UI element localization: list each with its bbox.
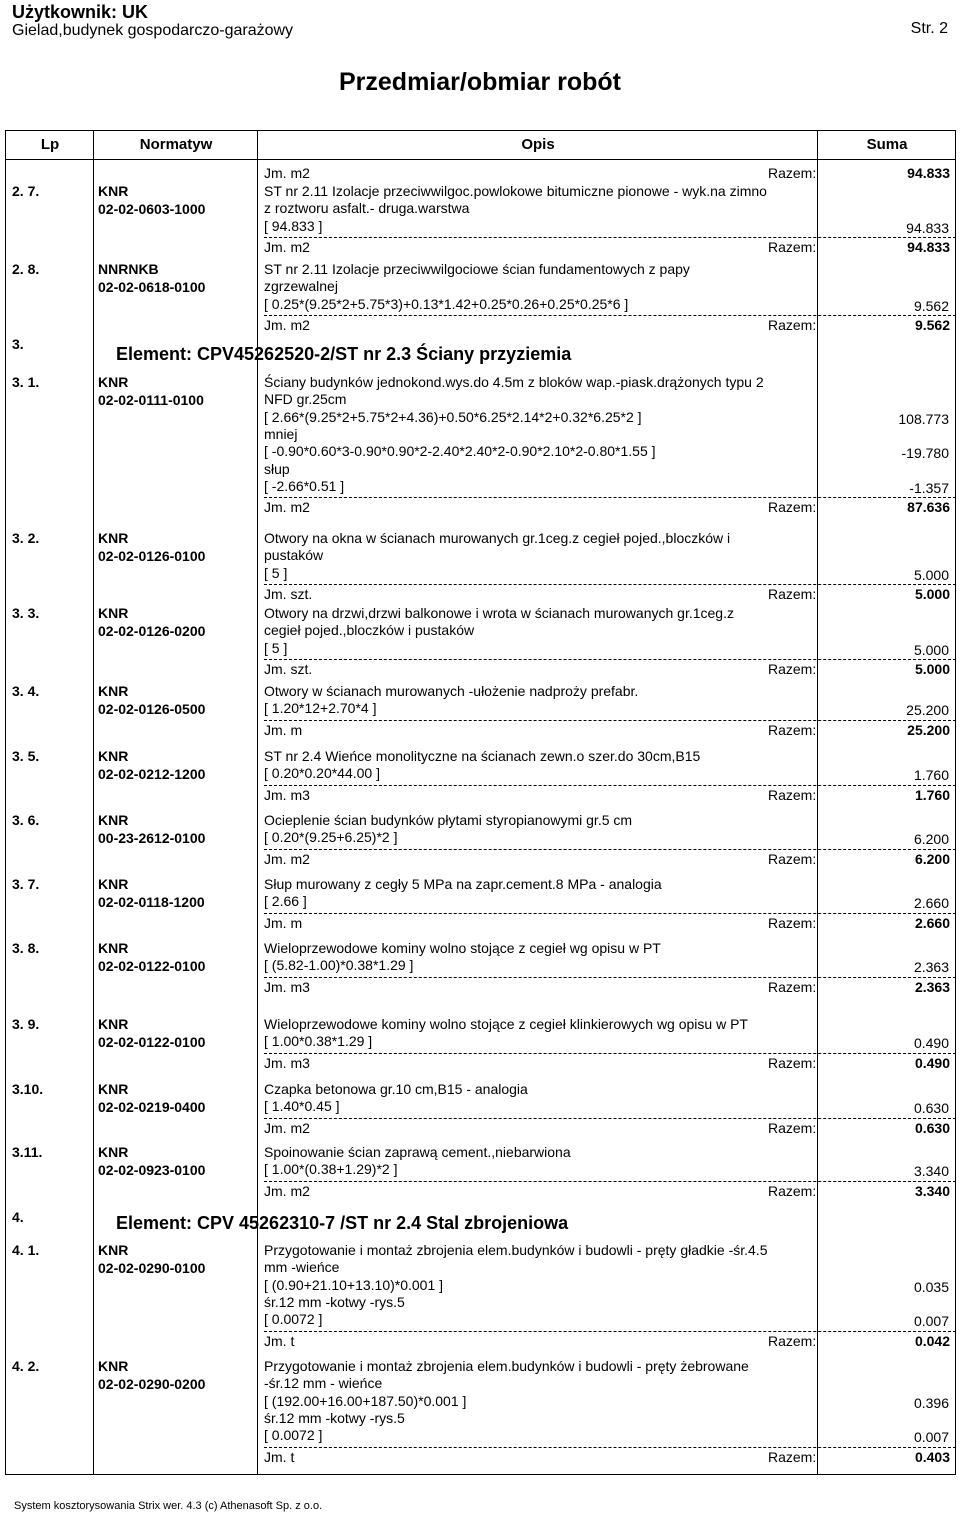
element-lp: 4. xyxy=(12,1209,24,1225)
item-sum: 0.042 xyxy=(914,1332,950,1349)
quantity-value: 1.760 xyxy=(913,767,949,784)
description-line: -śr.12 mm - wieńce xyxy=(264,1375,383,1392)
item-lp: 3.10. xyxy=(12,1081,44,1097)
razem-label: Razem: xyxy=(768,1182,817,1199)
item-sum: 9.562 xyxy=(914,316,950,333)
description-line: [ 2.66*(9.25*2+5.75*2+4.36)+0.50*6.25*2.14*2+0.32*6.25*2 ] xyxy=(264,408,642,425)
description-line: zgrzewalnej xyxy=(264,278,338,295)
user-label: Użytkownik: UK xyxy=(12,2,149,22)
razem-label: Razem: xyxy=(768,1332,817,1349)
razem-label: Razem: xyxy=(768,165,817,181)
item-lp: 3. 1. xyxy=(12,374,40,390)
item-sum: 3.340 xyxy=(914,1182,950,1199)
quantity-value: 94.833 xyxy=(906,219,949,236)
normatyw-source: KNR xyxy=(98,876,129,892)
element-heading: Element: CPV45262520-2/ST nr 2.3 Ściany przyziemia xyxy=(116,344,572,364)
razem-label: Razem: xyxy=(768,1119,817,1136)
description-line: [ 94.833 ] xyxy=(264,217,323,234)
unit-label: Jm. m2 xyxy=(264,165,310,181)
unit-label: Jm. m2 xyxy=(264,238,310,255)
normatyw-source: KNR xyxy=(98,1144,129,1160)
item-sum: 2.363 xyxy=(914,978,950,995)
quantity-value: 0.490 xyxy=(913,1035,949,1052)
quantity-value: 0.396 xyxy=(913,1394,949,1411)
normatyw-source: KNR xyxy=(98,183,129,199)
razem-label: Razem: xyxy=(768,238,817,255)
normatyw-code: 02-02-0219-0400 xyxy=(98,1099,206,1115)
description-line: Wieloprzewodowe kominy wolno stojące z cegieł klinkierowych wg opisu w PT xyxy=(264,1016,748,1032)
column-divider-lp xyxy=(93,131,94,1474)
item-sum: 0.490 xyxy=(914,1054,950,1071)
normatyw-source: KNR xyxy=(98,940,129,956)
object-name: Gielad,budynek gospodarczo-garażowy xyxy=(12,22,294,39)
razem-label: Razem: xyxy=(768,786,817,803)
normatyw-code: 02-02-0126-0500 xyxy=(98,701,206,717)
description-line: [ 0.20*0.20*44.00 ] xyxy=(264,765,380,782)
quantity-value: 2.660 xyxy=(913,895,949,912)
normatyw-code: 02-02-0111-0100 xyxy=(98,392,204,408)
normatyw-source: KNR xyxy=(98,374,129,390)
razem-label: Razem: xyxy=(768,1448,817,1465)
unit-sum-row xyxy=(264,1181,956,1199)
quantity-value: 3.340 xyxy=(913,1163,949,1180)
normatyw-source: NNRNKB xyxy=(98,261,159,277)
description-line: ST nr 2.11 Izolacje przeciwwilgoc.powlokowe bitumiczne pionowe - wyk.na zimno xyxy=(264,183,767,199)
header-divider xyxy=(6,159,955,160)
quantity-value: 25.200 xyxy=(906,702,949,719)
element-lp: 3. xyxy=(12,336,24,352)
description-line: [ 1.20*12+2.70*4 ] xyxy=(264,700,377,717)
description-line: NFD gr.25cm xyxy=(264,391,347,408)
normatyw-code: 02-02-0126-0200 xyxy=(98,623,206,639)
unit-label: Jm. t xyxy=(264,1332,295,1349)
normatyw-code: 02-02-0923-0100 xyxy=(98,1162,206,1178)
quantity-value: 5.000 xyxy=(913,566,949,583)
description-line: mniej xyxy=(264,425,298,442)
unit-sum-row xyxy=(264,913,956,931)
item-sum: 0.630 xyxy=(914,1119,950,1136)
item-sum: 25.200 xyxy=(907,721,950,738)
column-divider-normatyw xyxy=(257,131,258,1474)
quantity-value: 0.007 xyxy=(913,1429,949,1446)
normatyw-source: KNR xyxy=(98,748,129,764)
razem-label: Razem: xyxy=(768,721,817,738)
description-line: Otwory w ścianach murowanych -ułożenie nadproży prefabr. xyxy=(264,683,639,699)
normatyw-code: 02-02-0290-0200 xyxy=(98,1376,206,1392)
description-line: ST nr 2.4 Wieńce monolityczne na ścianach zewn.o szer.do 30cm,B15 xyxy=(264,748,701,764)
normatyw-code: 00-23-2612-0100 xyxy=(98,830,206,846)
item-lp: 3. 2. xyxy=(12,530,40,546)
item-lp: 3. 6. xyxy=(12,812,40,828)
description-line: Czapka betonowa gr.10 cm,B15 - analogia xyxy=(264,1081,528,1097)
description-line: [ 0.20*(9.25+6.25)*2 ] xyxy=(264,829,398,846)
element-heading: Element: CPV 45262310-7 /ST nr 2.4 Stal zbrojeniowa xyxy=(116,1213,569,1233)
normatyw-code: 02-02-0290-0100 xyxy=(98,1260,206,1276)
unit-sum-row xyxy=(264,1118,956,1136)
normatyw-code: 02-02-0212-1200 xyxy=(98,766,206,782)
description-line: słup xyxy=(264,460,290,477)
description-line: [ 0.0072 ] xyxy=(264,1311,323,1328)
item-lp: 4. 2. xyxy=(12,1358,40,1374)
quantity-value: -19.780 xyxy=(901,445,949,462)
unit-label: Jm. t xyxy=(264,1448,295,1465)
item-sum: 94.833 xyxy=(907,238,950,255)
col-header-normatyw: Normatyw xyxy=(139,136,213,153)
item-lp: 3. 8. xyxy=(12,940,40,956)
razem-label: Razem: xyxy=(768,1054,817,1071)
unit-sum-row xyxy=(264,497,956,515)
description-line: Ściany budynków jednokond.wys.do 4.5m z bloków wap.-piask.drążonych typu 2 xyxy=(264,374,764,390)
description-line: [ 1.40*0.45 ] xyxy=(264,1098,340,1115)
description-line: śr.12 mm -kotwy -rys.5 xyxy=(264,1409,405,1426)
description-line: [ (0.90+21.10+13.10)*0.001 ] xyxy=(264,1276,444,1293)
description-line: [ 5 ] xyxy=(264,564,288,581)
description-line: z roztworu asfalt.- druga.warstwa xyxy=(264,200,470,217)
razem-label: Razem: xyxy=(768,914,817,931)
item-lp: 3. 7. xyxy=(12,876,40,892)
quantity-value: 108.773 xyxy=(898,410,949,427)
unit-sum-row xyxy=(264,237,956,255)
unit-sum-row xyxy=(264,1447,956,1465)
normatyw-code: 02-02-0618-0100 xyxy=(98,279,206,295)
description-line: [ 0.0072 ] xyxy=(264,1427,323,1444)
item-sum: 87.636 xyxy=(907,499,950,516)
description-line: [ 2.66 ] xyxy=(264,893,307,910)
item-sum: 5.000 xyxy=(914,660,950,677)
unit-label: Jm. m2 xyxy=(264,850,310,867)
quantity-value: 0.630 xyxy=(913,1100,949,1117)
description-line: pustaków xyxy=(264,547,324,564)
item-lp: 3. 3. xyxy=(12,605,40,621)
description-line: Wieloprzewodowe kominy wolno stojące z cegieł wg opisu w PT xyxy=(264,940,661,956)
description-line: Przygotowanie i montaż zbrojenia elem.budynków i budowli - pręty gładkie -śr.4.5 xyxy=(264,1242,768,1258)
razem-label: Razem: xyxy=(768,316,817,333)
carry-over-row xyxy=(264,164,956,182)
description-line: [ 1.00*(0.38+1.29)*2 ] xyxy=(264,1161,398,1178)
col-header-opis: Opis xyxy=(521,136,555,153)
normatyw-source: KNR xyxy=(98,1358,129,1374)
col-header-lp: Lp xyxy=(40,136,60,153)
razem-label: Razem: xyxy=(768,978,817,995)
measurement-table xyxy=(5,130,956,1475)
item-sum: 6.200 xyxy=(914,850,950,867)
unit-sum-row xyxy=(264,785,956,803)
unit-sum-row xyxy=(264,1053,956,1071)
description-line: Przygotowanie i montaż zbrojenia elem.budynków i budowli - pręty żebrowane xyxy=(264,1358,749,1374)
razem-label: Razem: xyxy=(768,499,817,516)
description-line: Otwory na drzwi,drzwi balkonowe i wrota w ścianach murowanych gr.1ceg.z xyxy=(264,605,734,621)
unit-sum-row xyxy=(264,315,956,333)
unit-label: Jm. m3 xyxy=(264,978,310,995)
normatyw-source: KNR xyxy=(98,1016,129,1032)
normatyw-code: 02-02-0122-0100 xyxy=(98,958,206,974)
razem-label: Razem: xyxy=(768,850,817,867)
description-line: cegieł pojed.,bloczków i pustaków xyxy=(264,622,475,639)
normatyw-source: KNR xyxy=(98,530,129,546)
razem-label: Razem: xyxy=(768,585,817,602)
unit-sum-row xyxy=(264,849,956,867)
unit-label: Jm. m3 xyxy=(264,1054,310,1071)
item-lp: 3. 4. xyxy=(12,683,40,699)
description-line: [ -0.90*0.60*3-0.90*0.90*2-2.40*2.40*2-0.90*2.10*2-0.80*1.55 ] xyxy=(264,443,656,460)
description-line: Ocieplenie ścian budynków płytami styropianowymi gr.5 cm xyxy=(264,812,633,828)
unit-sum-row xyxy=(264,977,956,995)
carry-over-sum: 94.833 xyxy=(907,165,950,181)
quantity-value: 9.562 xyxy=(913,297,949,314)
description-line: [ -2.66*0.51 ] xyxy=(264,477,345,494)
normatyw-code: 02-02-0603-1000 xyxy=(98,201,206,217)
item-lp: 3. 5. xyxy=(12,748,40,764)
quantity-value: 0.007 xyxy=(913,1313,949,1330)
unit-label: Jm. m xyxy=(264,721,303,738)
item-lp: 3.11. xyxy=(12,1144,43,1160)
footer-text: System kosztorysowania Strix wer. 4.3 (c) Athenasoft Sp. z o.o. xyxy=(14,1500,323,1512)
page-title: Przedmiar/obmiar robót xyxy=(339,68,621,96)
col-header-suma: Suma xyxy=(866,136,908,153)
unit-sum-row xyxy=(264,1331,956,1349)
description-line: [ 5 ] xyxy=(264,639,288,656)
description-line: [ 0.25*(9.25*2+5.75*3)+0.13*1.42+0.25*0.26+0.25*0.25*6 ] xyxy=(264,295,629,312)
item-sum: 0.403 xyxy=(914,1448,950,1465)
description-line: [ (5.82-1.00)*0.38*1.29 ] xyxy=(264,957,414,974)
quantity-value: 0.035 xyxy=(913,1278,949,1295)
description-line: ST nr 2.11 Izolacje przeciwwilgociowe ścian fundamentowych z papy xyxy=(264,261,690,277)
unit-sum-row xyxy=(264,720,956,738)
quantity-value: -1.357 xyxy=(909,479,949,496)
unit-label: Jm. m2 xyxy=(264,499,310,516)
unit-label: Jm. m2 xyxy=(264,1182,310,1199)
description-line: [ (192.00+16.00+187.50)*0.001 ] xyxy=(264,1392,467,1409)
quantity-value: 5.000 xyxy=(913,641,949,658)
item-sum: 2.660 xyxy=(914,914,950,931)
item-lp: 4. 1. xyxy=(12,1242,40,1258)
normatyw-source: KNR xyxy=(98,605,129,621)
unit-sum-row xyxy=(264,584,956,602)
normatyw-source: KNR xyxy=(98,683,129,699)
normatyw-code: 02-02-0118-1200 xyxy=(98,894,205,910)
item-lp: 3. 9. xyxy=(12,1016,40,1032)
page-number: Str. 2 xyxy=(910,20,948,37)
unit-label: Jm. m2 xyxy=(264,316,310,333)
item-sum: 1.760 xyxy=(914,786,950,803)
quantity-value: 6.200 xyxy=(913,831,949,848)
normatyw-code: 02-02-0122-0100 xyxy=(98,1034,206,1050)
normatyw-source: KNR xyxy=(98,812,129,828)
normatyw-source: KNR xyxy=(98,1081,129,1097)
description-line: mm -wieńce xyxy=(264,1259,340,1276)
description-line: śr.12 mm -kotwy -rys.5 xyxy=(264,1293,405,1310)
description-line: [ 1.00*0.38*1.29 ] xyxy=(264,1033,373,1050)
description-line: Otwory na okna w ścianach murowanych gr.1ceg.z cegieł pojed.,bloczków i xyxy=(264,530,731,546)
item-lp: 2. 7. xyxy=(12,183,40,199)
description-line: Słup murowany z cegły 5 MPa na zapr.cement.8 MPa - analogia xyxy=(264,876,662,892)
normatyw-source: KNR xyxy=(98,1242,129,1258)
unit-label: Jm. m3 xyxy=(264,786,310,803)
unit-label: Jm. szt. xyxy=(264,585,313,602)
item-sum: 5.000 xyxy=(914,585,950,602)
unit-label: Jm. szt. xyxy=(264,660,313,677)
unit-label: Jm. m2 xyxy=(264,1119,310,1136)
unit-sum-row xyxy=(264,659,956,677)
razem-label: Razem: xyxy=(768,660,817,677)
item-lp: 2. 8. xyxy=(12,261,40,277)
normatyw-code: 02-02-0126-0100 xyxy=(98,548,206,564)
unit-label: Jm. m xyxy=(264,914,303,931)
quantity-value: 2.363 xyxy=(913,959,949,976)
description-line: Spoinowanie ścian zaprawą cement.,niebarwiona xyxy=(264,1144,571,1160)
